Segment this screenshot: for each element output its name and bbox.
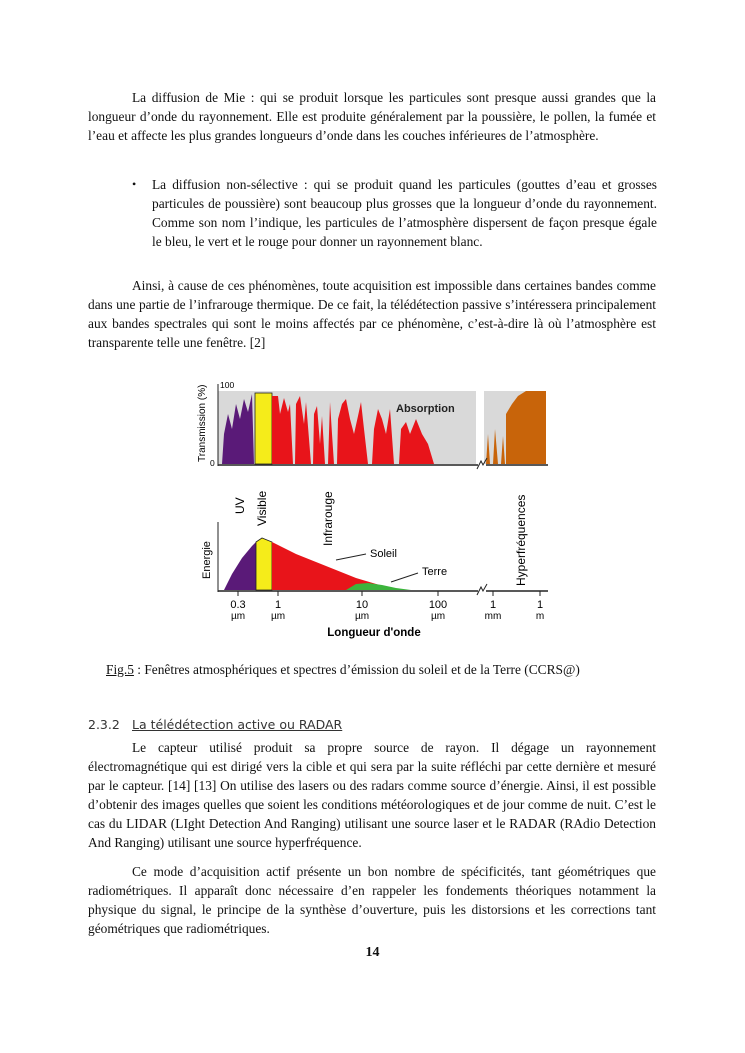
figure-caption <box>106 661 646 679</box>
caption-ref: Fig.5 <box>106 662 134 677</box>
visible-transmission <box>255 393 272 464</box>
section-title: La télédétection active ou RADAR <box>132 717 343 732</box>
section-heading <box>88 717 342 732</box>
bullet-icon: • <box>132 177 137 191</box>
absorption-label: Absorption <box>396 403 455 415</box>
paragraph-radar: Le capteur utilisé produit sa propre source de rayon. Il dégage un rayonnement électromagnétique qui est dirigé vers la cible et qui sera par la suite réfléchi par cette dernière et mesuré par le capteur. [14] [13] On utilise des lasers ou des radars comme source d’énergie. Ainsi, il est possible d’obtenir des images quelles que soient les conditions météorologiques et de jour comme de nuit. C’est le cas du LIDAR (LIght Detection And Ranging) utilisant une source laser et le RADAR (RAdio Detection And Ranging) utilisant une source hyperfréquence. <box>88 740 656 850</box>
paragraph-mode: Ce mode d’acquisition actif présente un bon nombre de spécificités, tant géométriques que radiométriques. Il apparaît donc nécessaire d’en rappeler les fondements théoriques notamment la physique du signal, le principe de la synthèse d’ouverture, puis les distorsions et les corrections tant géométriques que radiométriques. <box>88 864 656 936</box>
x-tick-unit: mm <box>484 611 502 622</box>
infrared-label: Infrarouge <box>321 491 335 546</box>
axis-break-icon-bottom <box>477 584 487 595</box>
energy-axis-label: Energie <box>201 541 213 579</box>
sun-pointer <box>336 554 366 560</box>
microwave-label: Hyperfréquences <box>514 494 528 586</box>
transmission-axis-label: Transmission (%) <box>197 384 208 462</box>
section-number: 2.3.2 <box>88 717 120 732</box>
x-tick-unit: µm <box>270 611 286 622</box>
x-tick-unit: µm <box>430 611 446 622</box>
sun-label: Soleil <box>370 548 397 560</box>
earth-pointer <box>391 573 418 582</box>
earth-label: Terre <box>422 566 448 578</box>
x-axis-title: Longueur d'onde <box>327 627 421 639</box>
x-tick-value: 10 <box>355 599 369 611</box>
x-tick-value: 1 <box>489 599 497 611</box>
uv-label: UV <box>233 497 247 514</box>
paragraph-ainsi: Ainsi, à cause de ces phénomènes, toute acquisition est impossible dans certaines bandes comme dans une partie de l’infrarouge thermique. De ce fait, la télédétection passive s’intéressera principalement aux bandes spectrales qui sont le moins affectés par ce phénomène, c’est-à-dire là où l’atmosphère est transparente telle une fenêtre. [2] <box>88 278 656 350</box>
tick-0: 0 <box>210 458 215 468</box>
paragraph-mie: La diffusion de Mie : qui se produit lorsque les particules sont presque aussi grandes que la longueur d’onde du rayonnement. Elle est produite généralement par la poussière, le pollen, la fumée et l’eau et affecte les plus grandes longueurs d’onde dans les couches inférieures de l’atmosphère. <box>88 90 656 143</box>
visible-label: Visible <box>255 490 269 526</box>
sun-visible-fill <box>256 538 272 590</box>
figure-atmospheric-windows <box>196 374 550 646</box>
x-tick-value: 100 <box>428 599 448 611</box>
x-tick-value: 0.3 <box>230 599 246 611</box>
page-number: 14 <box>365 945 380 960</box>
x-tick-unit: m <box>535 611 545 622</box>
x-tick-value: 1 <box>274 599 282 611</box>
x-tick-value: 1 <box>536 599 544 611</box>
x-tick-unit: µm <box>354 611 370 622</box>
sun-uv-fill <box>224 542 256 590</box>
spectrum-diagram <box>196 374 550 646</box>
x-ticks <box>230 591 544 622</box>
x-tick-unit: µm <box>230 611 246 622</box>
paragraph-non-selective: La diffusion non-sélective : qui se produit quand les particules (gouttes d’eau et grosses particules de poussière) sont beaucoup plus grosses que la longueur d’onde du rayonnement. Comme son nom l’indique, les particules de l’atmosphère dispersent de façon presque égale le bleu, le vert et le rouge pour donner un rayonnement blanc. <box>152 177 657 249</box>
caption-text: : Fenêtres atmosphériques et spectres d’émission du soleil et de la Terre (CCRS@) <box>133 662 580 677</box>
tick-100: 100 <box>220 380 235 390</box>
